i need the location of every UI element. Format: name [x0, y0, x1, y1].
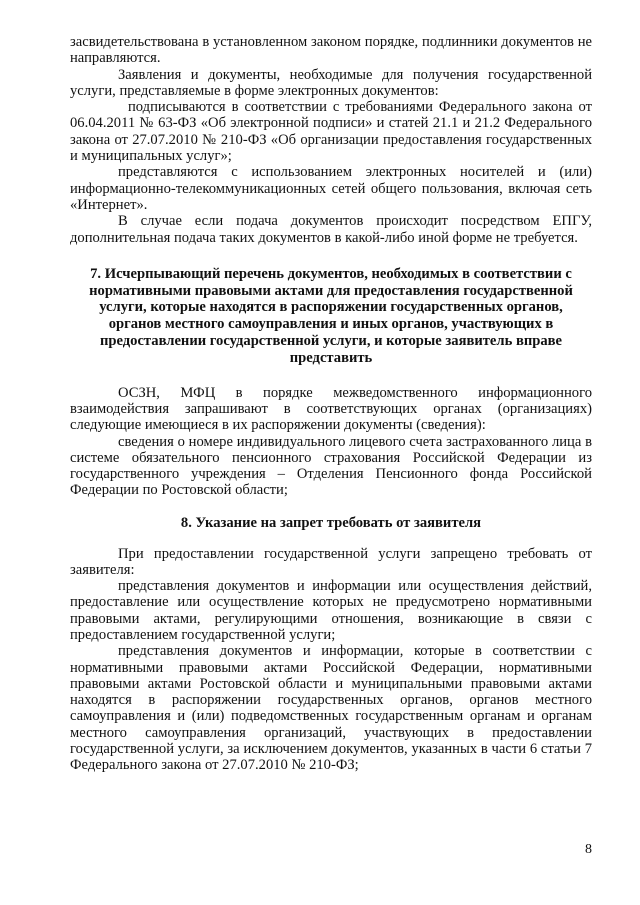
paragraph-intro-2: Заявления и документы, необходимые для получения государственной услуги, представляемые в форме электронных документов:: [70, 66, 592, 99]
paragraph-intro-3: подписываются в соответствии с требованиями Федерального закона от 06.04.2011 № 63-ФЗ «Об электронной подписи» и статей 21.1 и 21.2 Федерального закона от 27.07.2010 № 210-ФЗ «Об организации предоставления государственных и муниципальных услуг»;: [70, 99, 592, 165]
paragraph-8-3: представления документов и информации, которые в соответствии с нормативными правовыми актами Российской Федерации, нормативными правовыми актами Ростовской области и муниципальными правовыми актами находятся в распоряжении государственных органов, органов местного самоуправления и (или) подведомственных государственным органам и органам местного самоуправления организаций, участвующих в предоставлении государственной услуги, за исключением документов, указанных в части 6 статьи 7 Федерального закона от 27.07.2010 № 210-ФЗ;: [70, 643, 592, 774]
section-8-heading: 8. Указание на запрет требовать от заявителя: [180, 514, 482, 531]
paragraph-7-1: ОСЗН, МФЦ в порядке межведомственного информационного взаимодействия запрашивают в соответствующих органах (организациях) следующие имеющиеся в их распоряжении документы (сведения):: [70, 384, 592, 434]
paragraph-8-2: представления документов и информации или осуществления действий, предоставление или осуществление которых не предусмотрено нормативными правовыми актами, регулирующими отношения, возникающие в связи с предоставлением государственной услуги;: [70, 578, 592, 643]
section-7-heading: 7. Исчерпывающий перечень документов, необходимых в соответствии с нормативными правовыми актами для предоставления государственной услуги, которые находятся в распоряжении государственных органов, органов местного самоуправления и иных органов, участвующих в предоставлении государственной услуги, и которые заявитель вправе представить: [89, 265, 573, 366]
paragraph-8-1: При предоставлении государственной услуги запрещено требовать от заявителя:: [70, 545, 592, 578]
paragraph-intro-1: засвидетельствована в установленном законом порядке, подлинники документов не направляются.: [70, 34, 592, 67]
paragraph-7-2: сведения о номере индивидуального лицевого счета застрахованного лица в системе обязательного пенсионного страхования Российской Федерации из государственного учреждения – Отделения Пенсионного фонда Российской Федерации по Ростовской области;: [70, 433, 592, 499]
paragraph-intro-4: представляются с использованием электронных носителей и (или) информационно-телекоммуникационных сетей общего пользования, включая сеть «Интернет».: [70, 164, 592, 213]
paragraph-intro-5: В случае если подача документов происходит посредством ЕПГУ, дополнительная подача таких документов в какой-либо иной форме не требуется.: [70, 213, 592, 246]
page-number: 8: [585, 842, 592, 857]
